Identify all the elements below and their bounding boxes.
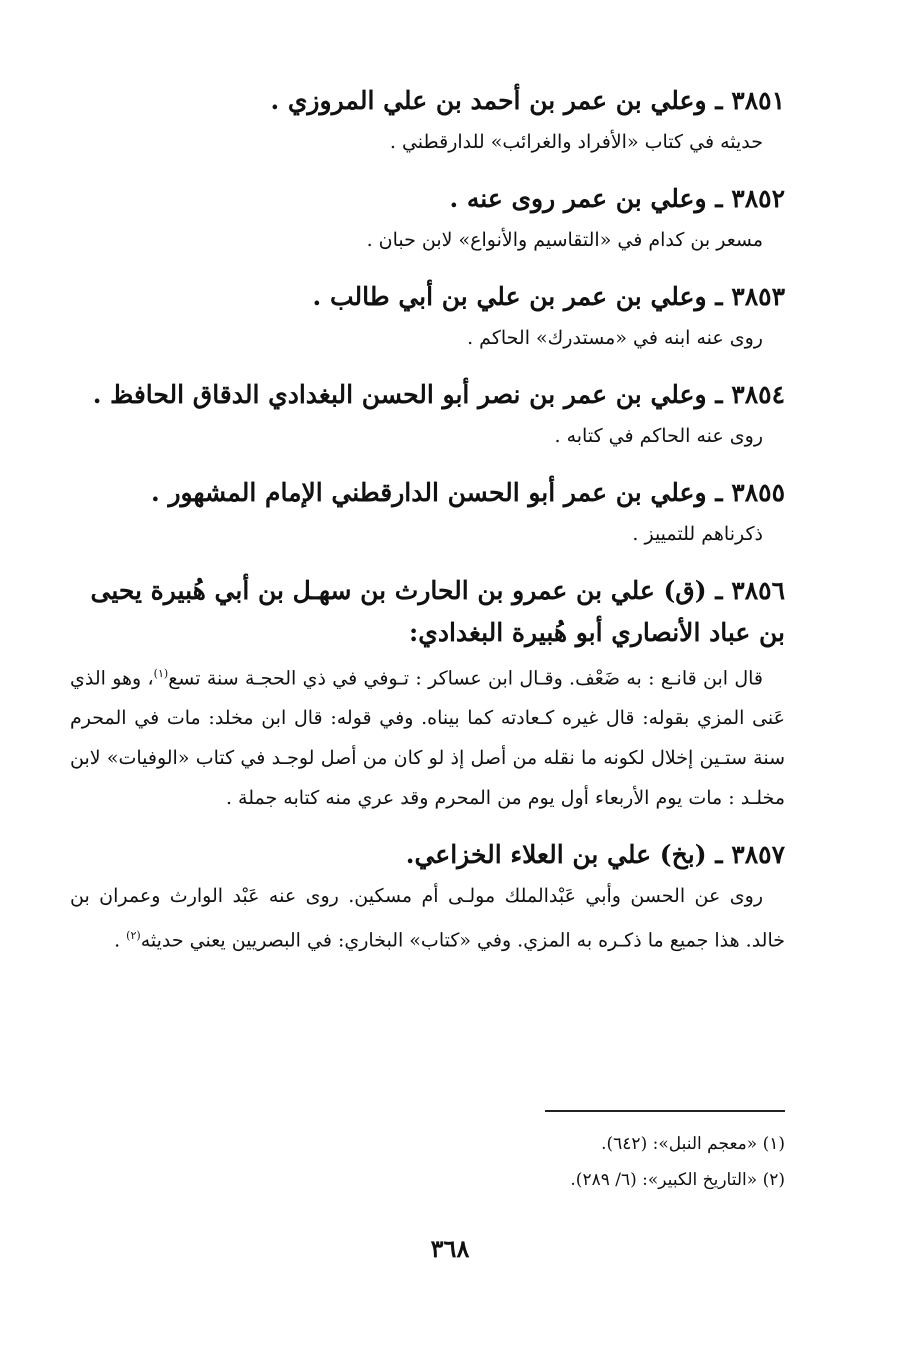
entry-body: روى عنه الحاكم في كتابه . — [554, 425, 763, 447]
footnote-divider — [545, 1110, 785, 1112]
footnote-marker: (١) — [153, 667, 169, 680]
entry-heading: ٣٨٥٦ ـ (ق) علي بن عمرو بن الحارث بن سهـل بن أبي هُبيرة يحيى بن عباد الأنصاري أبو هُبيرة البغدادي: — [90, 576, 785, 647]
entry-3854 — [70, 374, 785, 456]
footnote-1: (١) «معجم النبل»: (٦٤٢). — [601, 1134, 785, 1154]
entry-body: مسعر بن كدام في «التقاسيم والأنواع» لابن حبان . — [366, 229, 763, 251]
entry-body-text: قال ابن قانـع : به ضَعْف. وقـال ابن عساكر : تـوفي في ذي الحجـة سنة تسع — [168, 667, 763, 690]
entry-heading: ٣٨٥٢ ـ وعلي بن عمر روى عنه . — [449, 184, 785, 213]
footnote-2: (٢) «التاريخ الكبير»: (٦/ ٢٨٩). — [570, 1170, 785, 1190]
entry-body-text: . — [114, 929, 127, 952]
footnote-marker: (٢) — [126, 929, 141, 943]
entry-heading: ٣٨٥٣ ـ وعلي بن عمر بن علي بن أبي طالب . — [312, 282, 785, 311]
entry-body: حديثه في كتاب «الأفراد والغرائب» للدارقطني . — [389, 131, 763, 153]
entry-body — [70, 654, 785, 818]
page-number: ٣٦٨ — [430, 1234, 470, 1263]
entry-body-text: ، وهو الذي عَنى المزي بقوله: قال غيره كـعادته كما بيناه. وفي قوله: قال ابن مخلد: مات في المحرم سنة ستـين إخلال لكونه ما نقله من أصل إذ لو كان من أصل لوجـد في كتاب «الوفيات» لابن مخلـد : مات يوم الأربعاء أول يوم من المحرم وقد عري منه كتابه جملة . — [70, 667, 785, 810]
entry-heading: ٣٨٥٤ ـ وعلي بن عمر بن نصر أبو الحسن البغدادي الدقاق الحافظ . — [92, 380, 785, 409]
entry-body — [70, 876, 785, 960]
footnotes — [460, 1110, 785, 1198]
entry-heading: ٣٨٥٧ ـ (بخ) علي بن العلاء الخزاعي. — [405, 840, 785, 870]
entry-body: روى عنه ابنه في «مستدرك» الحاكم . — [467, 327, 763, 349]
entry-heading: ٣٨٥٥ ـ وعلي بن عمر أبو الحسن الدارقطني الإمام المشهور . — [151, 478, 785, 507]
entry-heading: ٣٨٥١ ـ وعلي بن عمر بن أحمد بن علي المروزي . — [270, 86, 785, 115]
page-content — [70, 80, 785, 977]
entry-3852 — [70, 178, 785, 260]
entry-body-text: روى عن الحسن وأبي عَبْدالملك مولـى أم مسكين. روى عنه عَبْد الوارث وعمران بن خالد. هذا جميع ما ذكـره به المزي. وفي «كتاب» البخاري: في البصريين يعني حديثه — [70, 885, 785, 952]
entry-3857 — [70, 834, 785, 960]
entry-3853 — [70, 276, 785, 358]
entry-3851 — [70, 80, 785, 162]
entry-body: ذكرناهم للتمييز . — [632, 523, 763, 545]
entry-3855 — [70, 472, 785, 554]
entry-3856 — [70, 570, 785, 818]
